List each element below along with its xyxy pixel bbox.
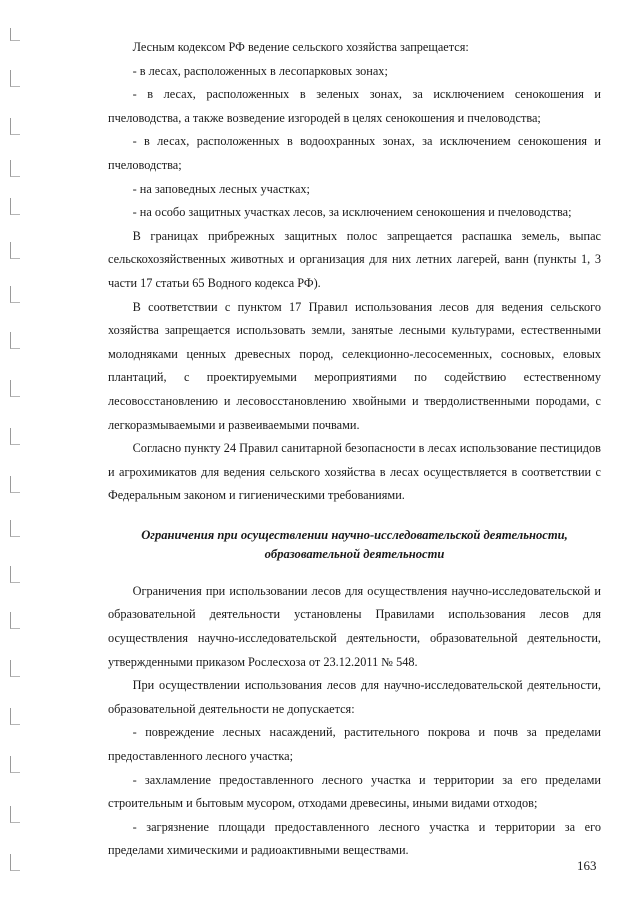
paragraph: Согласно пункту 24 Правил санитарной безопасности в лесах использование пестицидов и агрохимикатов для ведения сельского хозяйства в лесах осуществляется в соответствии с Федеральным законом и гигиеническими требованиями. xyxy=(108,441,601,503)
list-item: - на заповедных лесных участках; xyxy=(132,181,310,196)
margin-mark xyxy=(10,708,20,725)
list-item: - повреждение лесных насаждений, растительного покрова и почв за пределами предоставленного лесного участка; xyxy=(108,725,601,764)
margin-mark xyxy=(10,428,20,445)
margin-mark xyxy=(10,118,20,135)
margin-mark xyxy=(10,806,20,823)
margin-mark xyxy=(10,612,20,629)
margin-mark xyxy=(10,332,20,349)
list-item: - захламление предоставленного лесного участка и территории за его пределами строительным и бытовым мусором, отходами древесины, иными видами отходов; xyxy=(108,772,601,811)
margin-mark xyxy=(10,28,20,41)
binding-margin-marks xyxy=(0,0,30,905)
margin-mark xyxy=(10,660,20,677)
document-page xyxy=(108,36,601,863)
margin-mark xyxy=(10,476,20,493)
margin-mark xyxy=(10,520,20,537)
margin-mark xyxy=(10,70,20,87)
page-number: 163 xyxy=(577,858,597,873)
margin-mark xyxy=(10,380,20,397)
margin-mark xyxy=(10,242,20,259)
list-item: - загрязнение площади предоставленного лесного участка и территории за его пределами химическими и радиоактивными веществами. xyxy=(108,819,601,858)
margin-mark xyxy=(10,286,20,303)
margin-mark xyxy=(10,160,20,177)
margin-mark xyxy=(10,566,20,583)
paragraph: В соответствии с пунктом 17 Правил использования лесов для ведения сельского хозяйства запрещается использовать земли, занятые лесными культурами, естественными молодняками ценных древесных пород, селекционно-лесосеменных, сосновых, еловых плантаций, с проектируемыми мероприятиями по содействию естественному лесовосстановлению и лесовосстановлению хвойными и твердолиственными породами, с легкоразмываемыми и развеиваемыми почвами. xyxy=(108,299,601,432)
margin-mark xyxy=(10,854,20,871)
list-item: - на особо защитных участках лесов, за исключением сенокошения и пчеловодства; xyxy=(132,205,572,220)
section-heading-line: Ограничения при осуществлении научно-исследовательской деятельности, xyxy=(141,527,568,542)
section-heading xyxy=(108,526,601,564)
list-item: - в лесах, расположенных в зеленых зонах, за исключением сенокошения и пчеловодства, а также возведение изгородей в целях сенокошения и пчеловодства; xyxy=(108,87,601,125)
margin-mark xyxy=(10,198,20,215)
paragraph: При осуществлении использования лесов для научно-исследовательской деятельности, образовательной деятельности не допускается: xyxy=(108,678,601,716)
paragraph: Лесным кодексом РФ ведение сельского хозяйства запрещается: xyxy=(132,40,469,54)
list-item: - в лесах, расположенных в лесопарковых зонах; xyxy=(132,63,388,78)
paragraph: В границах прибрежных защитных полос запрещается распашка земель, выпас сельскохозяйственных животных и организация для них летних лагерей, ванн (пункты 1, 3 части 17 статьи 65 Водного кодекса РФ). xyxy=(108,228,601,290)
margin-mark xyxy=(10,756,20,773)
list-item: - в лесах, расположенных в водоохранных зонах, за исключением сенокошения и пчеловодства; xyxy=(108,134,601,172)
section-heading-line: образовательной деятельности xyxy=(264,546,445,561)
paragraph: Ограничения при использовании лесов для осуществления научно-исследовательской и образовательной деятельности установлены Правилами использования лесов для осуществления научно-исследовательской деятельности, образовательной деятельности, утвержденными приказом Рослесхоза от 23.12.2011 № 548. xyxy=(108,583,601,669)
